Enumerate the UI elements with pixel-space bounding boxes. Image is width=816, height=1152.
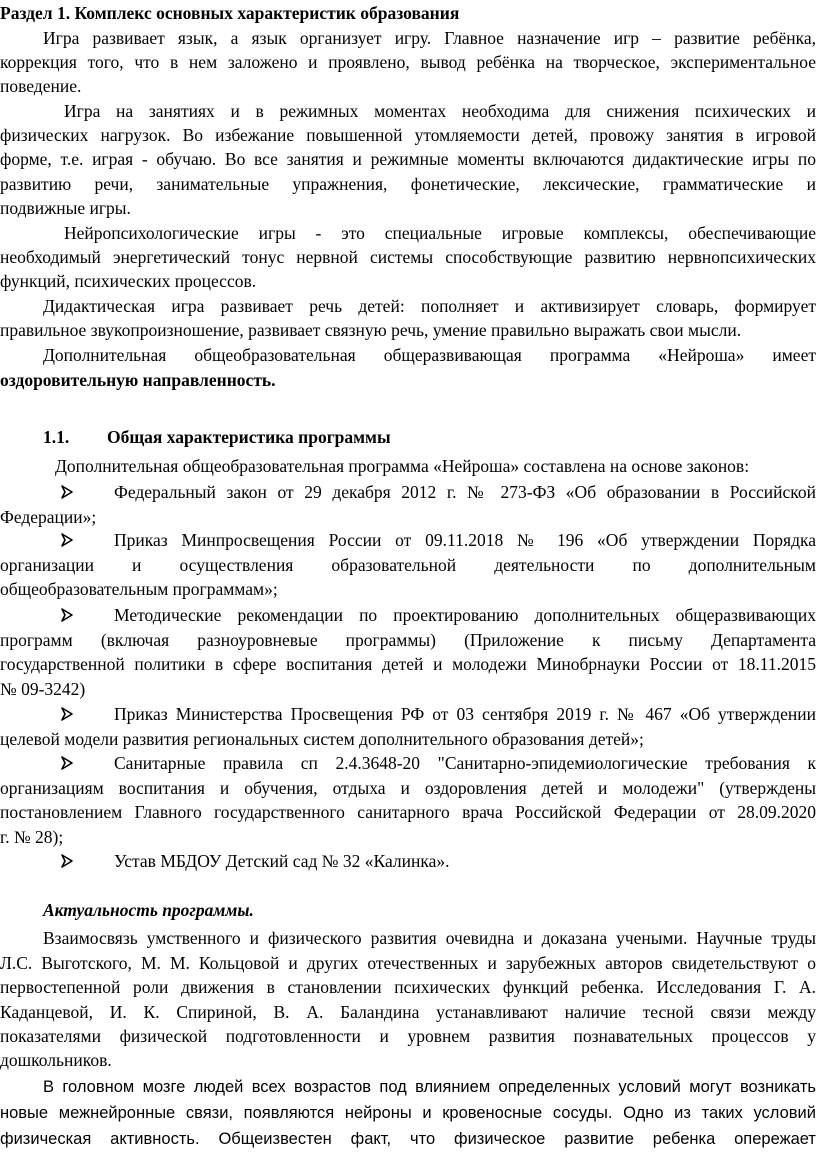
actuality-title: Актуальность программы.: [43, 900, 254, 920]
paragraph-line: необходимый энергетический тонус нервной системы способствующие развитию нервнопсихических: [0, 247, 816, 267]
paragraph-line: форме, т.е. играя - обучаю. Во все занятия и режимные моменты включаются дидактические игры по: [0, 149, 816, 169]
paragraph-line: подвижные игры.: [0, 198, 131, 218]
law-item-line: государственной политики в сфере воспитания детей и молодежи Минобрнауки России от 18.11.2015: [0, 654, 816, 674]
paragraph-line: показателями физической подготовленности и уровнем развития познавательных процессов у: [0, 1026, 816, 1046]
subsection-title: Общая характеристика программы: [107, 427, 391, 447]
law-item-line: постановлением Главного государственного санитарного врача Российской Федерации от 28.09.2020: [0, 802, 816, 822]
law-item-line: Санитарные правила сп 2.4.3648-20 "Санитарно-эпидемиологические требования к: [114, 753, 816, 773]
law-item-line: организациям воспитания и обучения, отдыха и оздоровления детей и молодежи" (утверждены: [0, 777, 816, 798]
paragraph-line: новые межнейронные связи, появляются нейроны и кровеносные сосуды. Одно из таких условий: [0, 1104, 816, 1122]
law-item-line: № 09-3242): [0, 678, 86, 699]
subsection-number: 1.1.: [43, 427, 70, 447]
paragraph-line: Игра на занятиях и в режимных моментах необходима для снижения психических и: [64, 101, 816, 121]
paragraph-line: дошкольников.: [0, 1050, 112, 1070]
paragraph-line: Л.С. Выготского, М. М. Кольцовой и других отечественных и зарубежных авторов свидетельствуют о: [0, 953, 816, 973]
subsection-heading: [0, 426, 816, 448]
section-title: Раздел 1. Комплекс основных характеристик образования: [0, 3, 460, 23]
paragraph-line: первостепенной роли движения в становлении психических функций ребенка. Исследования Г. А.: [0, 977, 816, 997]
law-item-line: Приказ Минпросвещения России от 09.11.2018 № 196 «Об утверждении Порядка: [114, 530, 816, 550]
law-item-line: Федеральный закон от 29 декабря 2012 г. № 273-ФЗ «Об образовании в Российской: [114, 482, 816, 502]
law-item-line: программ (включая разноуровневые программы) (Приложение к письму Департамента: [0, 629, 816, 650]
paragraph-line: правильное звукопроизношение, развивает связную речь, умение правильно выражать свои мысли.: [0, 320, 742, 340]
paragraph-line: физических нагрузок. Во избежание повышенной утомляемости детей, провожу занятия в игровой: [0, 125, 816, 145]
paragraph-line: Дополнительная общеобразовательная общеразвивающая программа «Нейроша» имеет: [43, 345, 816, 365]
laws-intro: Дополнительная общеобразовательная программа «Нейроша» составлена на основе законов:: [55, 456, 750, 476]
law-item-line: Методические рекомендации по проектированию дополнительных общеразвивающих: [114, 605, 816, 625]
paragraph-line: функций, психических процессов.: [0, 271, 257, 291]
paragraph-line: физическая активность. Общеизвестен факт, что физическое развитие ребенка опережает: [0, 1130, 816, 1148]
paragraph-line: Каданцевой, И. К. Спириной, В. А. Баландина устанавливают наличие тесной связи между: [0, 1002, 816, 1022]
law-item-line: Приказ Министерства Просвещения РФ от 03 сентября 2019 г. № 467 «Об утверждении: [114, 704, 816, 724]
paragraph-line: Дидактическая игра развивает речь детей: пополняет и активизирует словарь, формирует: [43, 296, 816, 316]
law-item-line: г. № 28);: [0, 826, 64, 847]
law-item-line: Устав МБДОУ Детский сад № 32 «Калинка».: [114, 851, 450, 871]
law-item-line: целевой модели развития региональных систем дополнительного образования детей»;: [0, 728, 644, 749]
law-item-line: организации и осуществления образовательной деятельности по дополнительным: [0, 554, 816, 575]
paragraph-line: коррекция того, что в нем заложено и проявлено, вывод ребёнка на творческое, экспериментальное: [0, 52, 816, 72]
focus-bold: оздоровительную направленность.: [0, 370, 276, 390]
paragraph-line: развитию речи, занимательные упражнения, фонетические, лексические, грамматические и: [0, 174, 816, 194]
paragraph-line: Игра развивает язык, а язык организует игру. Главное назначение игр – развитие ребёнка,: [43, 28, 816, 48]
law-item-line: общеобразовательным программам»;: [0, 579, 278, 599]
law-item-line: Федерации»;: [0, 506, 97, 527]
paragraph-line: поведение.: [0, 76, 82, 96]
paragraph-line: Взаимосвязь умственного и физического развития очевидна и доказана учеными. Научные труды: [43, 928, 816, 948]
paragraph-line: В головном мозге людей всех возрастов под влиянием определенных условий могут возникать: [43, 1078, 816, 1096]
paragraph-line: Нейропсихологические игры - это специальные игровые комплексы, обеспечивающие: [64, 223, 816, 243]
